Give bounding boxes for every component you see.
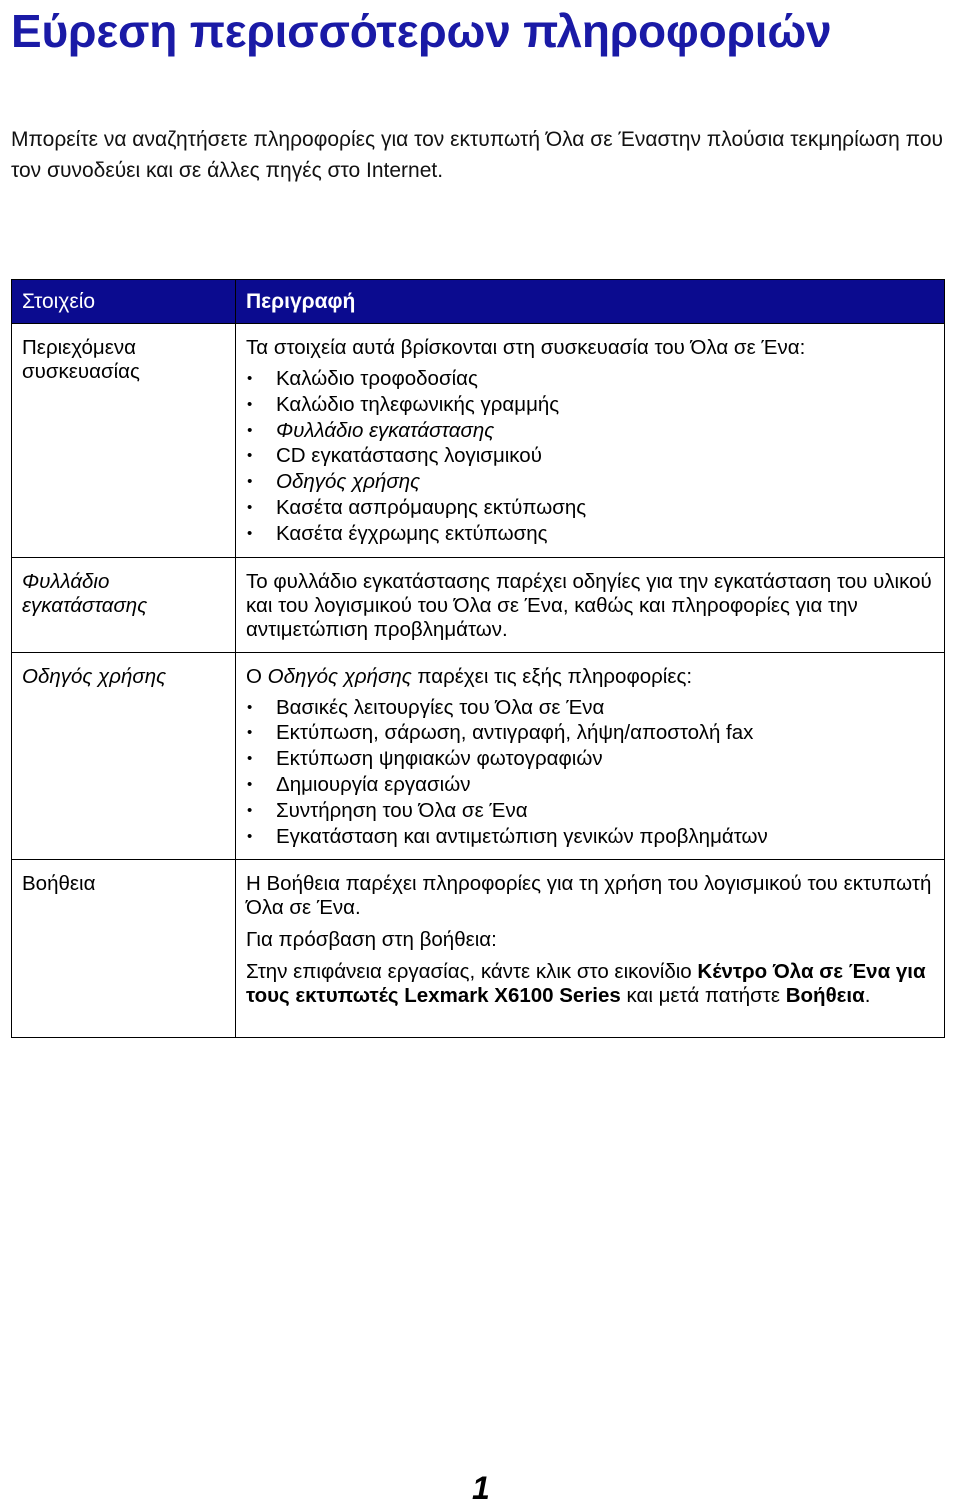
help-text-2: Για πρόσβαση στη βοήθεια: [246,928,497,952]
package-list [246,366,934,547]
header-description: Περιγραφή [236,280,945,324]
list-item: • Κασέτα έγχρωμης εκτύπωσης [246,521,934,547]
row-item-package-contents: Περιεχόμενα συσκευασίας [12,324,236,558]
list-item: • CD εγκατάστασης λογισμικού [246,443,934,469]
list-item: • Εγκατάσταση και αντιμετώπιση γενικών προβλημάτων [246,824,934,850]
page-title: Εύρεση περισσότερων πληροφοριών [11,5,832,57]
list-item: • Κασέτα ασπρόμαυρης εκτύπωσης [246,495,934,521]
list-item: • Καλώδιο τροφοδοσίας [246,366,934,392]
row-description-user-guide [236,652,945,860]
help-text-1: Η Βοήθεια παρέχει πληροφορίες για τη χρήση του λογισμικού του εκτυπωτή Όλα σε Ένα. [246,872,932,920]
list-item: • Δημιουργία εργασιών [246,772,934,798]
table-header-row [12,280,945,324]
user-guide-list [246,695,934,850]
user-guide-intro: Ο Οδηγός χρήσης παρέχει τις εξής πληροφορίες: [246,664,693,688]
row-item-setup-sheet: Φυλλάδιο εγκατάστασης [12,557,236,652]
row-item-user-guide: Οδηγός χρήσης [12,652,236,860]
table-row [12,324,945,558]
page-number: 1 [472,1470,490,1506]
header-item: Στοιχείο [12,280,236,324]
list-item: • Φυλλάδιο εγκατάστασης [246,418,934,444]
row-description-help [236,860,945,1038]
list-item: • Οδηγός χρήσης [246,469,934,495]
intro-paragraph: Μπορείτε να αναζητήσετε πληροφορίες για τον εκτυπωτή Όλα σε Έναστην πλούσια τεκμηρίωση που τον συνοδεύει και σε άλλες πηγές στο Internet. [11,128,944,182]
table-row [12,557,945,652]
list-item: • Συντήρηση του Όλα σε Ένα [246,798,934,824]
info-table [11,279,945,1038]
help-text-3: Στην επιφάνεια εργασίας, κάντε κλικ στο εικονίδιο Κέντρο Όλα σε Ένα για τους εκτυπωτές Lexmark X6100 Series και μετά πατήστε Βοήθεια. [246,960,926,1008]
row-description-package-contents [236,324,945,558]
list-item: • Εκτύπωση ψηφιακών φωτογραφιών [246,746,934,772]
list-item: • Βασικές λειτουργίες του Όλα σε Ένα [246,695,934,721]
table-row [12,860,945,1038]
table-row [12,652,945,860]
row-item-help: Βοήθεια [12,860,236,1038]
list-item: • Εκτύπωση, σάρωση, αντιγραφή, λήψη/αποστολή fax [246,720,934,746]
row-description-setup-sheet: Το φυλλάδιο εγκατάστασης παρέχει οδηγίες για την εγκατάσταση του υλικού και του λογισμικού του Όλα σε Ένα, καθώς και πληροφορίες για την αντιμετώπιση προβλημάτων. [236,557,945,652]
package-intro: Τα στοιχεία αυτά βρίσκονται στη συσκευασία του Όλα σε Ένα: [246,336,806,359]
list-item: • Καλώδιο τηλεφωνικής γραμμής [246,392,934,418]
